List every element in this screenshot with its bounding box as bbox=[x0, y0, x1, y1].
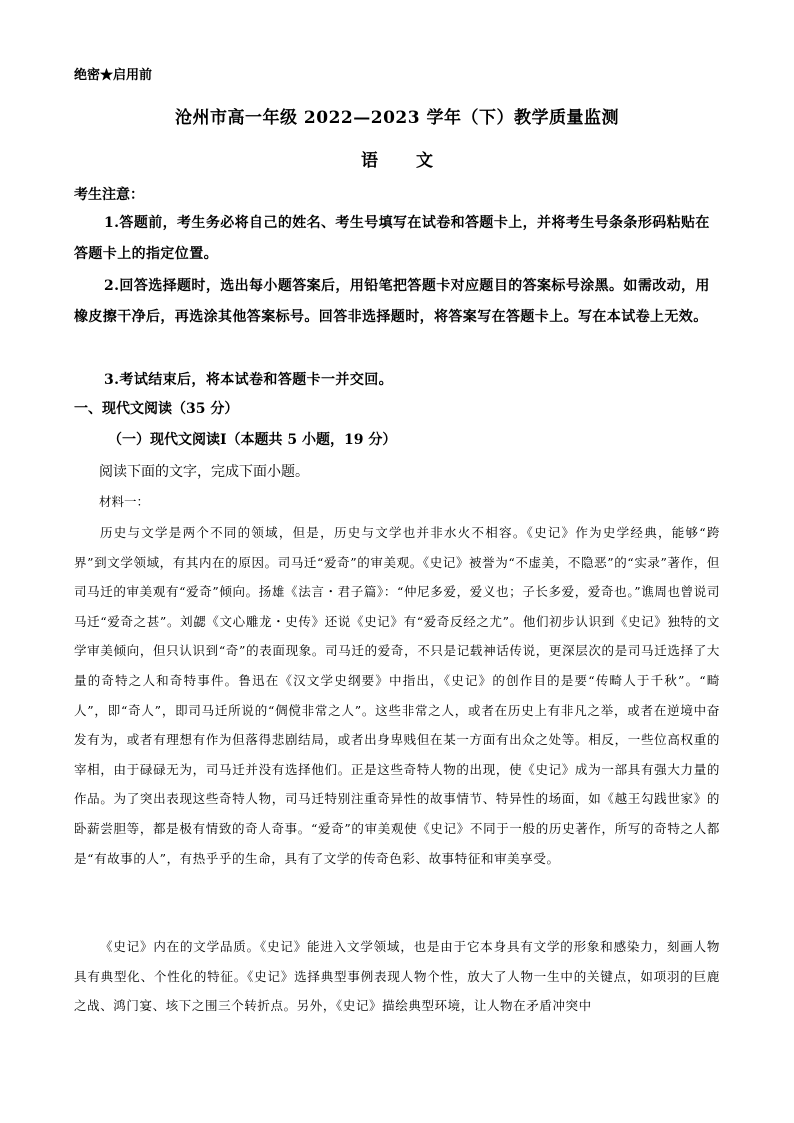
notice-item-2: 2.回答选择题时，选出每小题答案后，用铅笔把答题卡对应题目的答案标号涂黑。如需改动，用橡皮擦干净后，再选涂其他答案标号。回答非选择题时，将答案写在答题卡上。写在本试卷上无效。 bbox=[74, 278, 710, 325]
material-paragraph-1: 历史与文学是两个不同的领域，但是，历史与文学也并非水火不相容。《史记》作为史学经典，能够“跨界”到文学领域，有其内在的原因。司马迁“爱奇”的审美观。《史记》被誉为“不虚美，不隐恶”的“实录”著作，但司马迁的审美观有“爱奇”倾向。扬雄《法言・君子篇》：“仲尼多爱，爱义也；子长多爱，爱奇也。”谯周也曾说司马迁“爱奇之甚”。刘勰《文心雕龙・史传》还说《史记》有“爱奇反经之尤”。他们初步认识到《史记》独特的文学审美倾向，但只认识到“奇”的表面现象。司马迁的爱奇，不只是记载神话传说，更深层次的是司马迁选择了大量的奇特之人和奇特事件。鲁迅在《汉文学史纲要》中指出，《史记》的创作目的是要“传畸人于千秋”。“畸人”，即“奇人”，即司马迁所说的“倜傥非常之人”。这些非常之人，或者在历史上有非凡之举，或者在逆境中奋发有为，或者有理想有作为但落得悲剧结局，或者出身卑贱但在某一方面有出众之处等。相反，一些位高权重的宰相，由于碌碌无为，司马迁并没有选择他们。正是这些奇特人物的出现，使《史记》成为一部具有强大力量的作品。为了突出表现这些奇特人物，司马迁特别注重奇异性的故事情节、特异性的场面，如《越王勾践世家》的卧薪尝胆等，都是极有情致的奇人奇事。“爱奇”的审美观使《史记》不同于一般的历史著作，所写的奇特之人都是“有故事的人”，有热乎乎的生命，具有了文学的传奇色彩、故事特征和审美享受。 bbox=[74, 525, 720, 866]
section-heading: 一、现代文阅读（35 分） bbox=[74, 401, 239, 417]
subsection-heading: （一）现代文阅读Ⅰ（本题共 5 小题，19 分） bbox=[108, 432, 397, 448]
notice-item-1: 1.答题前，考生务必将自己的姓名、考生号填写在试卷和答题卡上，并将考生号条条形码粘贴在答题卡上的指定位置。 bbox=[74, 215, 710, 262]
confidential-label: 绝密★启用前 bbox=[74, 68, 153, 83]
material-label: 材料一： bbox=[99, 494, 150, 509]
notice-item-3: 3.考试结束后，将本试卷和答题卡一并交回。 bbox=[104, 372, 394, 388]
reading-instruction: 阅读下面的文字，完成下面小题。 bbox=[99, 463, 309, 479]
exam-title: 沧州市高一年级 2022—2023 学年（下）教学质量监测 bbox=[175, 108, 619, 128]
material-paragraph-2: 《史记》内在的文学品质。《史记》能进入文学领域，也是由于它本身具有文学的形象和感染力，刻画人物具有典型化、个性化的特征。《史记》选择典型事例表现人物个性，放大了人物一生中的关键点，如项羽的巨鹿之战、鸿门宴、垓下之围三个转折点。另外，《史记》描绘典型环境，让人物在矛盾冲突中 bbox=[74, 939, 720, 1014]
notice-heading: 考生注意： bbox=[74, 187, 144, 203]
subject-title: 语文 bbox=[361, 151, 471, 171]
